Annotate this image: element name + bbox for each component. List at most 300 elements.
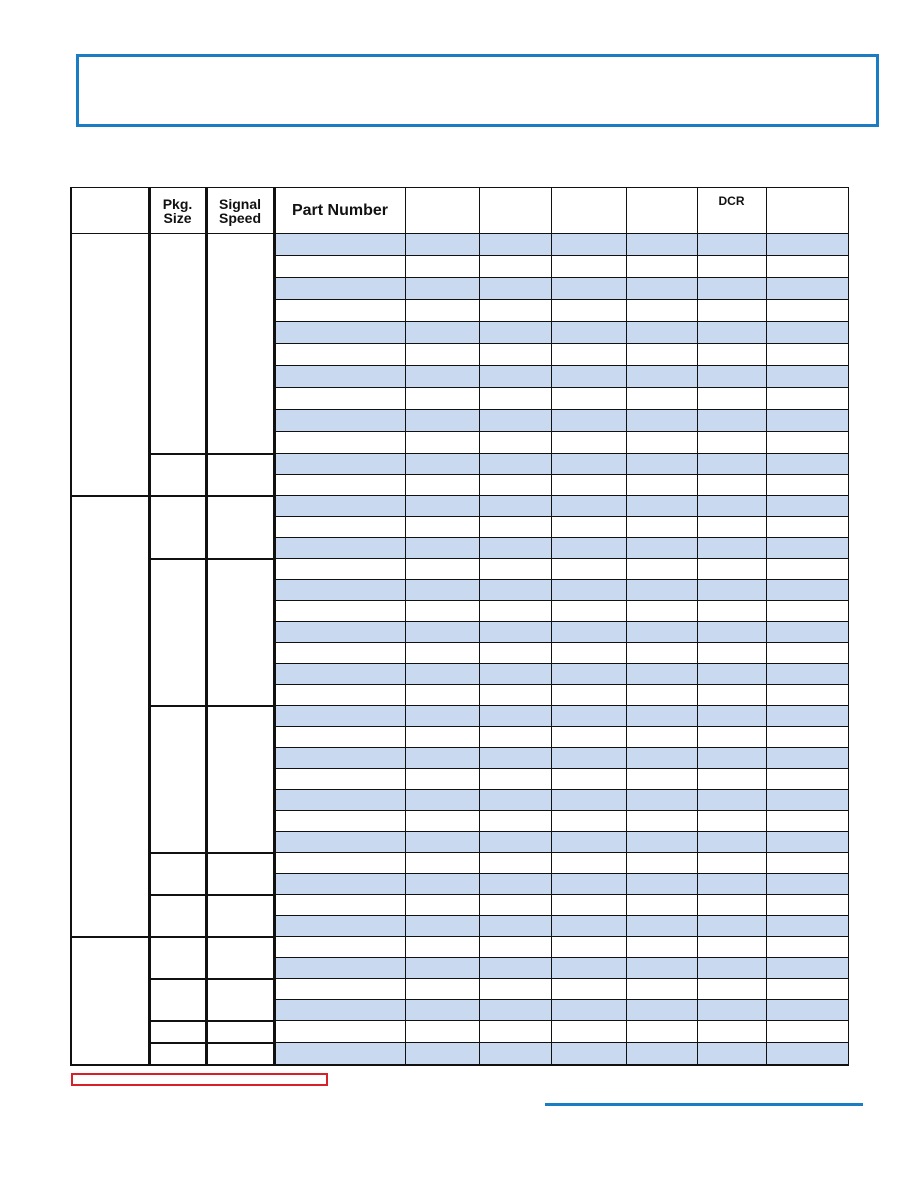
spec-cell xyxy=(551,432,626,454)
spec-cell xyxy=(405,475,479,496)
spec-cell xyxy=(766,685,848,706)
spec-cell xyxy=(405,234,479,256)
part-number-cell xyxy=(274,344,405,366)
table-row xyxy=(71,706,848,727)
spec-cell xyxy=(766,643,848,664)
spec-cell xyxy=(766,853,848,874)
spec-cell xyxy=(766,234,848,256)
spec-cell xyxy=(626,322,697,344)
spec-cell xyxy=(405,916,479,937)
spec-cell xyxy=(551,475,626,496)
category-group-cell xyxy=(71,496,149,937)
spec-cell xyxy=(479,559,551,580)
spec-cell xyxy=(626,895,697,916)
spec-cell xyxy=(479,410,551,432)
spec-cell xyxy=(479,622,551,643)
spec-cell xyxy=(551,559,626,580)
spec-cell xyxy=(626,727,697,748)
spec-cell xyxy=(697,388,766,410)
spec-cell xyxy=(626,685,697,706)
spec-cell xyxy=(766,300,848,322)
spec-cell xyxy=(626,769,697,790)
spec-cell xyxy=(405,410,479,432)
spec-cell xyxy=(697,937,766,958)
spec-cell xyxy=(551,496,626,517)
spec-cell xyxy=(766,937,848,958)
spec-cell xyxy=(405,643,479,664)
part-number-cell xyxy=(274,832,405,853)
header-col7 xyxy=(626,188,697,234)
spec-cell xyxy=(766,769,848,790)
spec-cell xyxy=(626,475,697,496)
part-number-cell xyxy=(274,685,405,706)
spec-cell xyxy=(766,538,848,559)
spec-cell xyxy=(479,916,551,937)
spec-cell xyxy=(479,538,551,559)
header-col6 xyxy=(551,188,626,234)
part-number-cell xyxy=(274,300,405,322)
spec-cell xyxy=(479,300,551,322)
spec-cell xyxy=(479,601,551,622)
spec-cell xyxy=(626,874,697,895)
spec-cell xyxy=(479,706,551,727)
spec-cell xyxy=(626,1021,697,1043)
spec-cell xyxy=(551,454,626,475)
signal-speed-cell xyxy=(206,1043,274,1065)
spec-cell xyxy=(697,727,766,748)
table-row xyxy=(71,234,848,256)
spec-cell xyxy=(479,664,551,685)
spec-cell xyxy=(405,979,479,1000)
spec-cell xyxy=(697,643,766,664)
part-number-cell xyxy=(274,643,405,664)
spec-cell xyxy=(697,538,766,559)
spec-cell xyxy=(405,874,479,895)
spec-cell xyxy=(405,278,479,300)
spec-cell xyxy=(479,322,551,344)
spec-cell xyxy=(405,559,479,580)
spec-cell xyxy=(405,664,479,685)
spec-cell xyxy=(697,685,766,706)
header-col5 xyxy=(479,188,551,234)
spec-cell xyxy=(405,538,479,559)
spec-cell xyxy=(626,538,697,559)
part-number-cell xyxy=(274,874,405,895)
spec-cell xyxy=(551,685,626,706)
signal-speed-cell xyxy=(206,979,274,1021)
part-number-cell xyxy=(274,388,405,410)
spec-cell xyxy=(405,790,479,811)
header-part-number: Part Number xyxy=(274,188,405,234)
spec-cell xyxy=(405,601,479,622)
spec-cell xyxy=(697,1043,766,1065)
spec-cell xyxy=(405,748,479,769)
spec-cell xyxy=(697,874,766,895)
spec-cell xyxy=(697,580,766,601)
spec-cell xyxy=(697,811,766,832)
part-number-cell xyxy=(274,366,405,388)
signal-speed-cell xyxy=(206,853,274,895)
spec-cell xyxy=(697,559,766,580)
spec-cell xyxy=(697,432,766,454)
spec-cell xyxy=(697,344,766,366)
spec-cell xyxy=(479,685,551,706)
spec-cell xyxy=(551,388,626,410)
spec-cell xyxy=(479,937,551,958)
part-number-cell xyxy=(274,322,405,344)
spec-cell xyxy=(697,769,766,790)
part-number-cell xyxy=(274,769,405,790)
spec-cell xyxy=(766,256,848,278)
spec-cell xyxy=(405,685,479,706)
spec-cell xyxy=(697,1000,766,1021)
table-row xyxy=(71,454,848,475)
spec-cell xyxy=(626,937,697,958)
part-number-cell xyxy=(274,432,405,454)
header-pkg-line1: Pkg. xyxy=(162,195,193,212)
table-body xyxy=(71,234,848,1065)
spec-cell xyxy=(626,559,697,580)
spec-cell xyxy=(626,916,697,937)
spec-cell xyxy=(551,643,626,664)
spec-cell xyxy=(626,234,697,256)
spec-cell xyxy=(405,769,479,790)
spec-cell xyxy=(626,979,697,1000)
header-speed-line2: Speed xyxy=(218,209,261,226)
spec-cell xyxy=(697,853,766,874)
spec-cell xyxy=(479,256,551,278)
spec-cell xyxy=(697,916,766,937)
spec-cell xyxy=(479,811,551,832)
spec-cell xyxy=(697,278,766,300)
spec-cell xyxy=(479,895,551,916)
spec-cell xyxy=(766,454,848,475)
part-number-cell xyxy=(274,706,405,727)
spec-cell xyxy=(479,853,551,874)
spec-cell xyxy=(626,256,697,278)
spec-cell xyxy=(551,601,626,622)
footer-blue-rule xyxy=(545,1103,863,1106)
spec-cell xyxy=(766,475,848,496)
spec-cell xyxy=(479,958,551,979)
spec-cell xyxy=(697,832,766,853)
spec-cell xyxy=(405,706,479,727)
spec-cell xyxy=(479,790,551,811)
signal-speed-cell xyxy=(206,706,274,853)
spec-cell xyxy=(697,622,766,643)
header-speed-line1: Signal xyxy=(218,195,261,212)
header-pkg-size xyxy=(149,188,206,234)
spec-cell xyxy=(626,811,697,832)
spec-cell xyxy=(766,432,848,454)
spec-cell xyxy=(626,344,697,366)
header-category xyxy=(71,188,149,234)
spec-cell xyxy=(766,388,848,410)
signal-speed-cell xyxy=(206,1021,274,1043)
spec-cell xyxy=(697,790,766,811)
spec-cell xyxy=(551,234,626,256)
spec-cell xyxy=(626,454,697,475)
spec-cell xyxy=(479,727,551,748)
spec-cell xyxy=(766,664,848,685)
pkg-size-cell xyxy=(149,234,206,454)
pkg-size-cell xyxy=(149,1021,206,1043)
part-number-cell xyxy=(274,1021,405,1043)
spec-cell xyxy=(697,454,766,475)
spec-cell xyxy=(766,958,848,979)
spec-cell xyxy=(697,517,766,538)
spec-cell xyxy=(479,496,551,517)
spec-cell xyxy=(551,979,626,1000)
part-number-cell xyxy=(274,517,405,538)
part-number-cell xyxy=(274,958,405,979)
spec-cell xyxy=(551,916,626,937)
spec-cell xyxy=(405,388,479,410)
spec-cell xyxy=(766,344,848,366)
spec-cell xyxy=(766,895,848,916)
spec-cell xyxy=(551,727,626,748)
pkg-size-cell xyxy=(149,454,206,496)
table-row xyxy=(71,937,848,958)
spec-cell xyxy=(405,580,479,601)
spec-cell xyxy=(551,811,626,832)
spec-cell xyxy=(479,580,551,601)
spec-cell xyxy=(626,622,697,643)
spec-cell xyxy=(766,811,848,832)
spec-cell xyxy=(697,300,766,322)
spec-cell xyxy=(479,388,551,410)
spec-cell xyxy=(479,1021,551,1043)
spec-cell xyxy=(766,517,848,538)
table-row xyxy=(71,559,848,580)
spec-cell xyxy=(405,895,479,916)
spec-cell xyxy=(626,664,697,685)
spec-cell xyxy=(479,234,551,256)
spec-cell xyxy=(405,622,479,643)
spec-cell xyxy=(551,300,626,322)
spec-cell xyxy=(479,517,551,538)
pkg-size-cell xyxy=(149,496,206,559)
part-number-cell xyxy=(274,853,405,874)
spec-cell xyxy=(626,1000,697,1021)
spec-cell xyxy=(766,727,848,748)
spec-cell xyxy=(697,366,766,388)
spec-cell xyxy=(551,344,626,366)
table-row xyxy=(71,1043,848,1065)
part-number-cell xyxy=(274,916,405,937)
spec-cell xyxy=(697,706,766,727)
spec-cell xyxy=(551,322,626,344)
header-col9 xyxy=(766,188,848,234)
spec-cell xyxy=(697,475,766,496)
spec-cell xyxy=(405,432,479,454)
spec-cell xyxy=(479,1043,551,1065)
part-number-cell xyxy=(274,937,405,958)
spec-cell xyxy=(626,300,697,322)
title-box xyxy=(76,54,879,127)
spec-cell xyxy=(405,366,479,388)
spec-cell xyxy=(766,1021,848,1043)
spec-cell xyxy=(697,895,766,916)
part-number-cell xyxy=(274,256,405,278)
spec-cell xyxy=(551,256,626,278)
pkg-size-cell xyxy=(149,1043,206,1065)
spec-cell xyxy=(551,958,626,979)
part-number-cell xyxy=(274,664,405,685)
pkg-size-cell xyxy=(149,559,206,706)
spec-cell xyxy=(479,748,551,769)
part-number-cell xyxy=(274,454,405,475)
spec-cell xyxy=(766,874,848,895)
table-row xyxy=(71,1021,848,1043)
spec-cell xyxy=(405,853,479,874)
spec-cell xyxy=(551,410,626,432)
spec-cell xyxy=(405,496,479,517)
spec-cell xyxy=(479,475,551,496)
red-outline-note xyxy=(71,1073,328,1086)
part-number-cell xyxy=(274,1000,405,1021)
spec-cell xyxy=(479,832,551,853)
spec-cell xyxy=(551,937,626,958)
spec-cell xyxy=(551,769,626,790)
spec-cell xyxy=(405,937,479,958)
spec-cell xyxy=(626,853,697,874)
spec-cell xyxy=(405,322,479,344)
spec-cell xyxy=(405,454,479,475)
spec-cell xyxy=(551,1000,626,1021)
signal-speed-cell xyxy=(206,496,274,559)
spec-cell xyxy=(551,538,626,559)
pkg-size-cell xyxy=(149,979,206,1021)
spec-cell xyxy=(697,1021,766,1043)
part-number-cell xyxy=(274,895,405,916)
table-row xyxy=(71,895,848,916)
spec-cell xyxy=(766,580,848,601)
spec-cell xyxy=(551,895,626,916)
header-signal-speed xyxy=(206,188,274,234)
spec-cell xyxy=(697,496,766,517)
spec-cell xyxy=(766,496,848,517)
pkg-size-cell xyxy=(149,895,206,937)
part-number-cell xyxy=(274,234,405,256)
spec-cell xyxy=(766,979,848,1000)
spec-cell xyxy=(479,1000,551,1021)
signal-speed-cell xyxy=(206,895,274,937)
spec-cell xyxy=(551,664,626,685)
spec-cell xyxy=(697,322,766,344)
part-number-cell xyxy=(274,475,405,496)
spec-cell xyxy=(697,748,766,769)
spec-cell xyxy=(626,366,697,388)
spec-cell xyxy=(766,559,848,580)
table-row xyxy=(71,979,848,1000)
spec-cell xyxy=(405,958,479,979)
spec-cell xyxy=(766,322,848,344)
spec-cell xyxy=(697,234,766,256)
spec-cell xyxy=(405,344,479,366)
spec-cell xyxy=(551,366,626,388)
spec-cell xyxy=(766,832,848,853)
part-number-cell xyxy=(274,559,405,580)
part-number-cell xyxy=(274,410,405,432)
part-number-cell xyxy=(274,979,405,1000)
spec-cell xyxy=(626,706,697,727)
table-row xyxy=(71,853,848,874)
spec-cell xyxy=(405,517,479,538)
spec-cell xyxy=(626,1043,697,1065)
spec-cell xyxy=(697,664,766,685)
spec-cell xyxy=(479,874,551,895)
part-number-cell xyxy=(274,496,405,517)
spec-cell xyxy=(626,958,697,979)
spec-cell xyxy=(551,580,626,601)
part-number-cell xyxy=(274,580,405,601)
spec-cell xyxy=(766,916,848,937)
spec-cell xyxy=(626,496,697,517)
part-number-cell xyxy=(274,601,405,622)
spec-cell xyxy=(551,874,626,895)
signal-speed-cell xyxy=(206,559,274,706)
part-number-cell xyxy=(274,622,405,643)
spec-cell xyxy=(626,580,697,601)
spec-cell xyxy=(766,790,848,811)
spec-cell xyxy=(479,366,551,388)
spec-cell xyxy=(766,601,848,622)
spec-cell xyxy=(766,278,848,300)
spec-cell xyxy=(626,601,697,622)
spec-cell xyxy=(405,1021,479,1043)
spec-cell xyxy=(697,979,766,1000)
spec-cell xyxy=(766,706,848,727)
pkg-size-cell xyxy=(149,706,206,853)
spec-cell xyxy=(479,454,551,475)
spec-cell xyxy=(626,278,697,300)
spec-cell xyxy=(551,748,626,769)
category-group-cell xyxy=(71,234,149,496)
spec-cell xyxy=(697,410,766,432)
pkg-size-cell xyxy=(149,853,206,895)
spec-cell xyxy=(405,300,479,322)
header-col4 xyxy=(405,188,479,234)
spec-cell xyxy=(766,410,848,432)
spec-cell xyxy=(626,790,697,811)
spec-cell xyxy=(551,1043,626,1065)
spec-cell xyxy=(766,366,848,388)
header-row xyxy=(71,188,848,234)
spec-cell xyxy=(766,1000,848,1021)
spec-cell xyxy=(479,432,551,454)
signal-speed-cell xyxy=(206,937,274,979)
spec-cell xyxy=(626,410,697,432)
spec-cell xyxy=(766,748,848,769)
spec-cell xyxy=(697,601,766,622)
spec-cell xyxy=(551,706,626,727)
header-pkg-line2: Size xyxy=(163,209,192,226)
spec-cell xyxy=(697,256,766,278)
part-number-cell xyxy=(274,790,405,811)
spec-cell xyxy=(551,622,626,643)
part-number-cell xyxy=(274,748,405,769)
part-number-cell xyxy=(274,1043,405,1065)
spec-cell xyxy=(405,1000,479,1021)
spec-cell xyxy=(766,622,848,643)
spec-cell xyxy=(626,748,697,769)
spec-cell xyxy=(551,517,626,538)
spec-cell xyxy=(479,643,551,664)
spec-cell xyxy=(405,811,479,832)
spec-cell xyxy=(405,832,479,853)
signal-speed-cell xyxy=(206,234,274,454)
